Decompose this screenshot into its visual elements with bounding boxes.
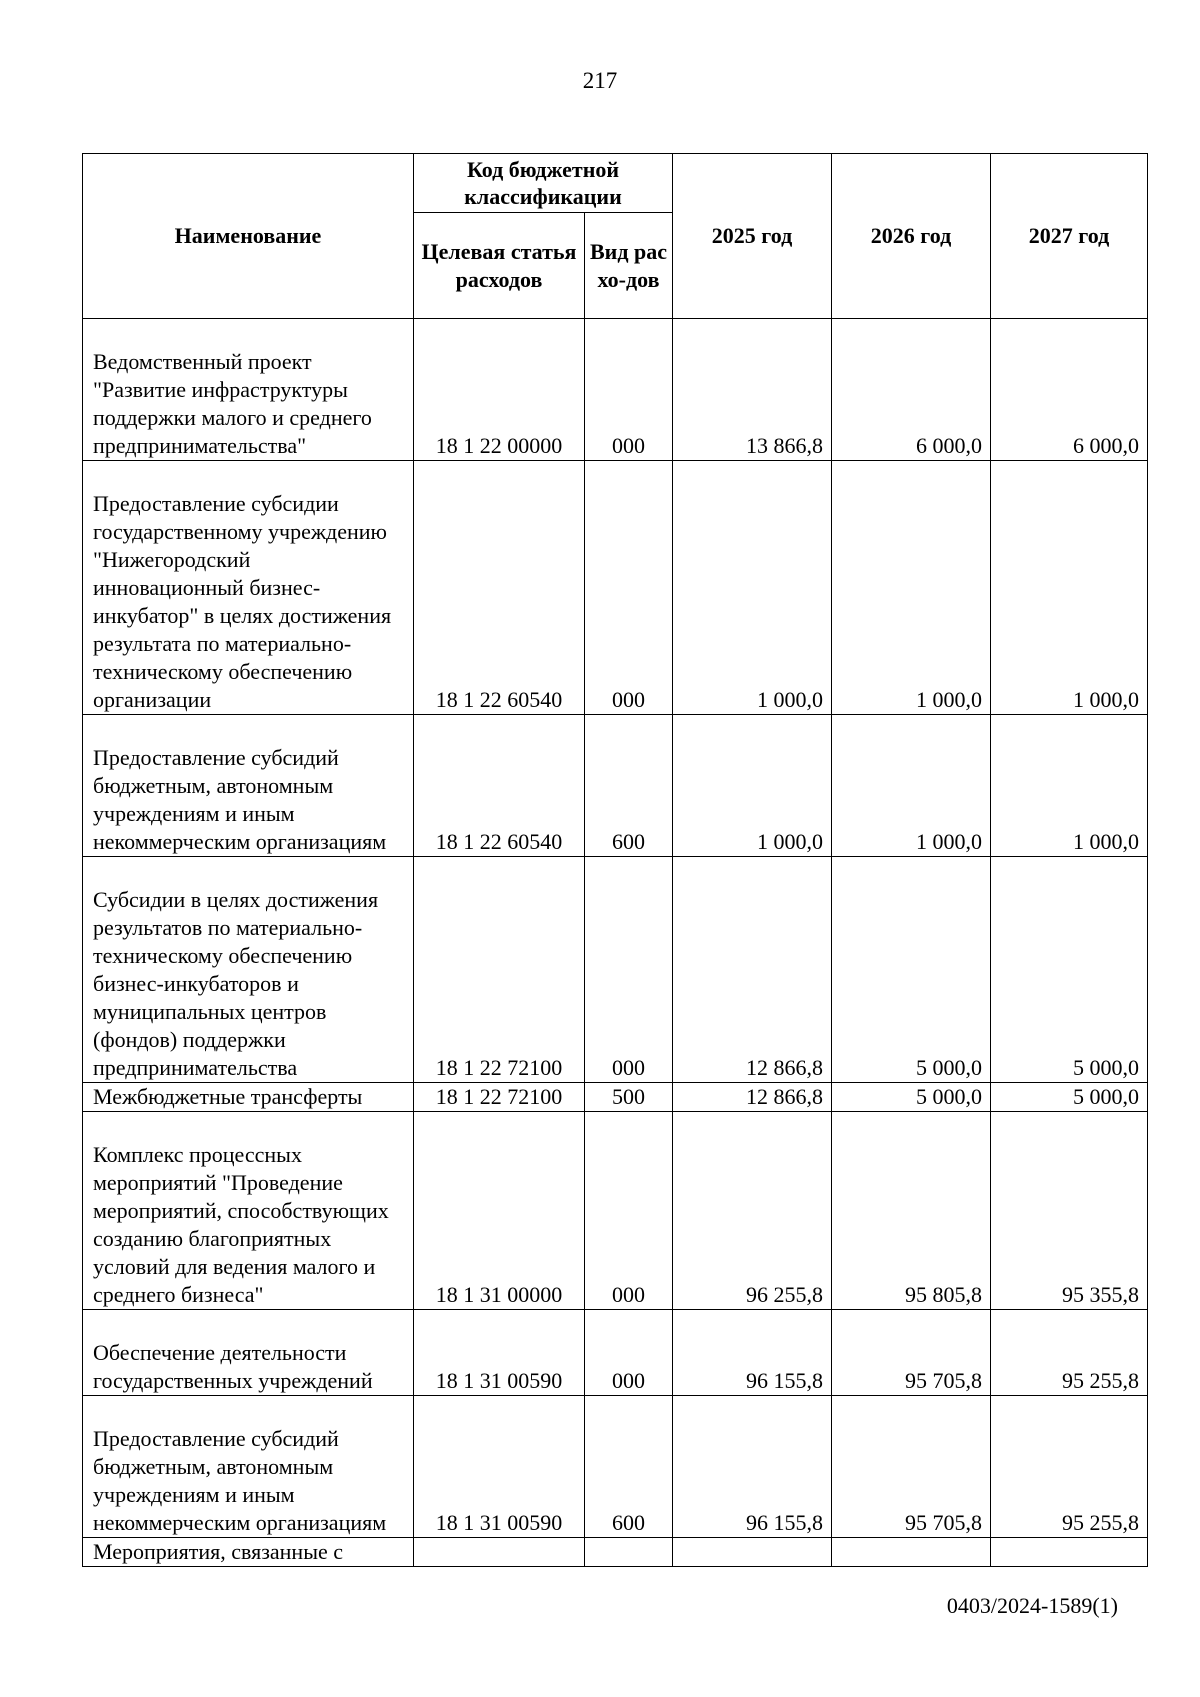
row-value-2027: 95 255,8 — [991, 1396, 1148, 1538]
row-expense-kind: 000 — [585, 857, 673, 1083]
table-row — [83, 461, 1148, 715]
row-value-2027 — [991, 1538, 1148, 1567]
table-row — [83, 1083, 1148, 1112]
row-target-article: 18 1 22 60540 — [414, 461, 585, 715]
row-target-article — [414, 1538, 585, 1567]
row-value-2025: 96 155,8 — [673, 1310, 832, 1396]
row-value-2026 — [832, 1538, 991, 1567]
row-value-2027: 1 000,0 — [991, 715, 1148, 857]
row-value-2025: 12 866,8 — [673, 1083, 832, 1112]
row-value-2027: 5 000,0 — [991, 857, 1148, 1083]
row-value-2027: 95 355,8 — [991, 1112, 1148, 1310]
row-name: Предоставление субсидий бюджетным, автономным учреждениям и иным некоммерческим организациям — [83, 1396, 414, 1538]
row-target-article: 18 1 22 60540 — [414, 715, 585, 857]
row-value-2025 — [673, 1538, 832, 1567]
header-year-2027: 2027 год — [991, 154, 1148, 319]
table-row — [83, 319, 1148, 461]
table-row — [83, 1538, 1148, 1567]
row-value-2026: 95 705,8 — [832, 1396, 991, 1538]
page-number: 217 — [582, 68, 618, 93]
row-name: Субсидии в целях достижения результатов по материально-техническому обеспечению бизнес-инкубаторов и муниципальных центров (фондов) поддержки предпринимательства — [83, 857, 414, 1083]
header-year-2025: 2025 год — [673, 154, 832, 319]
row-target-article: 18 1 22 72100 — [414, 857, 585, 1083]
row-name: Ведомственный проект "Развитие инфраструктуры поддержки малого и среднего предпринимательства" — [83, 319, 414, 461]
header-name: Наименование — [83, 154, 414, 319]
row-target-article: 18 1 22 00000 — [414, 319, 585, 461]
row-value-2027: 1 000,0 — [991, 461, 1148, 715]
row-name: Комплекс процессных мероприятий "Проведение мероприятий, способствующих созданию благоприятных условий для ведения малого и среднего бизнеса" — [83, 1112, 414, 1310]
row-expense-kind: 600 — [585, 715, 673, 857]
row-value-2025: 1 000,0 — [673, 715, 832, 857]
row-expense-kind: 000 — [585, 1310, 673, 1396]
row-value-2026: 1 000,0 — [832, 461, 991, 715]
header-year-2026: 2026 год — [832, 154, 991, 319]
table-row — [83, 715, 1148, 857]
table-header — [83, 154, 1148, 319]
row-value-2025: 1 000,0 — [673, 461, 832, 715]
row-value-2026: 95 805,8 — [832, 1112, 991, 1310]
row-expense-kind: 600 — [585, 1396, 673, 1538]
header-expense-kind: Вид расхо-дов — [585, 213, 673, 319]
table-row — [83, 857, 1148, 1083]
row-expense-kind: 000 — [585, 319, 673, 461]
document-code: 0403/2024-1589(1) — [946, 1593, 1118, 1618]
row-value-2026: 5 000,0 — [832, 1083, 991, 1112]
table-row — [83, 1310, 1148, 1396]
row-name: Предоставление субсидий бюджетным, автономным учреждениям и иным некоммерческим организациям — [83, 715, 414, 857]
row-expense-kind — [585, 1538, 673, 1567]
row-value-2027: 5 000,0 — [991, 1083, 1148, 1112]
row-expense-kind: 500 — [585, 1083, 673, 1112]
row-value-2026: 5 000,0 — [832, 857, 991, 1083]
header-classification-group: Код бюджетной классификации — [414, 154, 673, 213]
table-row — [83, 1396, 1148, 1538]
row-value-2026: 1 000,0 — [832, 715, 991, 857]
header-target-article: Целевая статья расходов — [414, 213, 585, 319]
table-row — [83, 1112, 1148, 1310]
row-name: Обеспечение деятельности государственных учреждений — [83, 1310, 414, 1396]
row-value-2025: 96 255,8 — [673, 1112, 832, 1310]
row-expense-kind: 000 — [585, 1112, 673, 1310]
row-target-article: 18 1 22 72100 — [414, 1083, 585, 1112]
row-value-2025: 96 155,8 — [673, 1396, 832, 1538]
row-target-article: 18 1 31 00590 — [414, 1396, 585, 1538]
row-name: Мероприятия, связанные с — [83, 1538, 414, 1567]
row-name: Предоставление субсидии государственному учреждению "Нижегородский инновационный бизнес-инкубатор" в целях достижения результата по материально-техническому обеспечению организации — [83, 461, 414, 715]
row-value-2025: 12 866,8 — [673, 857, 832, 1083]
row-value-2027: 6 000,0 — [991, 319, 1148, 461]
row-name: Межбюджетные трансферты — [83, 1083, 414, 1112]
table-body — [83, 319, 1148, 1567]
budget-table — [82, 153, 1148, 1567]
row-expense-kind: 000 — [585, 461, 673, 715]
row-target-article: 18 1 31 00000 — [414, 1112, 585, 1310]
row-value-2026: 6 000,0 — [832, 319, 991, 461]
row-target-article: 18 1 31 00590 — [414, 1310, 585, 1396]
row-value-2025: 13 866,8 — [673, 319, 832, 461]
row-value-2026: 95 705,8 — [832, 1310, 991, 1396]
row-value-2027: 95 255,8 — [991, 1310, 1148, 1396]
